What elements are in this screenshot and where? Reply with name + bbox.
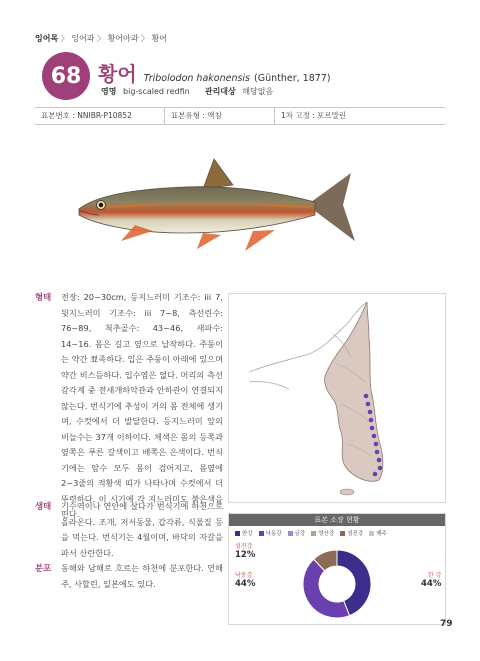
- breadcrumb-separator: 〉: [60, 34, 69, 43]
- slice-percent: 12%: [235, 550, 256, 560]
- pie-chart: [229, 514, 445, 624]
- breadcrumb-order[interactable]: 잉어목: [35, 34, 59, 43]
- distribution-map: [228, 293, 446, 503]
- title-row: [98, 58, 331, 87]
- english-name: big-scaled redfin: [123, 87, 190, 96]
- legend-label: 제주: [376, 531, 387, 537]
- specimen-type: 표본유형 : 액침: [165, 108, 275, 124]
- chart-title: 표본 소장 현황: [229, 514, 445, 526]
- slice-percent: 44%: [235, 579, 256, 589]
- ecology-section: [35, 499, 223, 561]
- ecology-text: 기수역이나 연안에 살다가 번식기에 하천으로 올라온다. 조개, 저서동물, 갑각류, 식물질 등을 먹는다. 번식기는 4월이며, 바닥의 자갈을 파서 산란한다.: [61, 501, 223, 558]
- breadcrumb-separator: 〉: [97, 34, 106, 43]
- specimen-fixation: 1차 고정 : 포르말린: [281, 111, 347, 120]
- management-label: 관리대상: [204, 87, 236, 96]
- distribution-text: 동해와 남해로 흐르는 하천에 분포한다. 연해주, 사할린, 일본에도 있다.: [61, 563, 223, 589]
- species-number-badge: 68: [42, 52, 90, 100]
- morphology-heading: 형태: [35, 292, 52, 302]
- distribution-section: [35, 561, 223, 592]
- breadcrumb-family[interactable]: 잉어과: [71, 34, 95, 43]
- breadcrumb-separator: 〉: [141, 34, 150, 43]
- english-name-label: 영명: [101, 87, 117, 96]
- morphology-section: [35, 290, 223, 523]
- slice-label-han: [421, 572, 441, 588]
- species-subinfo: [101, 86, 273, 97]
- breadcrumb: [35, 33, 167, 44]
- slice-name: 섬진강: [235, 543, 253, 550]
- page-number: 79: [440, 619, 453, 629]
- breadcrumb-subfamily[interactable]: 황어아과: [107, 34, 139, 43]
- slice-name: 한 강: [427, 572, 442, 579]
- specimen-chart: [228, 513, 446, 625]
- slice-percent: 44%: [421, 579, 442, 589]
- fish-illustration: [75, 155, 365, 265]
- morphology-text: 전장: 20~30cm, 등지느러미 기조수: iii 7, 뒷지느러미 기조수: iii 7~8, 측선린수: 76~89, 척추골수: 43~46, 새파수: 14~16. 몸은 길고 옆으로 납작하다. 주둥이는 약간 뾰족하다. 입은 주둥이 아래에 있으며 약간 비스듬하다. 입수염은 없다. 머리의 측선감각계 중 전새개하악관과 안하관이 연결되지 않는다. 번식기에 추성이 거의 몸 전체에 생기며, 수컷에서 더 발달한다. 등지느러미 앞의 비늘수는 37개 이하이다. 체색은 몸의 등쪽과 옆쪽은 푸른 갈색이고 배쪽은 은색이다. 번식기에는 암수 모두 몸이 검어지고, 몸옆에 2~3줄의 적황색 띠가 나타나며 수컷에서 더 뚜렷하다. 이 시기에 각 지느러미도 붉은색을 띤다.: [61, 292, 223, 519]
- legend-label: 섬진강: [347, 531, 364, 537]
- breadcrumb-species: 황어: [151, 34, 168, 43]
- slice-name: 낙동강: [235, 572, 253, 579]
- legend-label: 한강: [242, 531, 253, 537]
- korea-map: [229, 294, 445, 502]
- ecology-heading: 생태: [35, 501, 52, 511]
- korean-species-name: 황어: [98, 62, 137, 86]
- legend-label: 영산강: [318, 531, 335, 537]
- slice-label-nakdong: [235, 572, 255, 588]
- specimen-number: 표본번호 : NNIBR-P10852: [35, 108, 165, 124]
- legend-label: 낙동강: [265, 531, 282, 537]
- slice-label-seomjin: [235, 543, 255, 559]
- distribution-heading: 분포: [35, 563, 52, 573]
- legend-label: 금강: [294, 531, 306, 537]
- management-value: 해당없음: [242, 87, 274, 96]
- species-author: (Günther, 1877): [254, 73, 331, 84]
- specimen-info-bar: [35, 107, 445, 125]
- scientific-name: Tribolodon hakonensis: [143, 73, 251, 84]
